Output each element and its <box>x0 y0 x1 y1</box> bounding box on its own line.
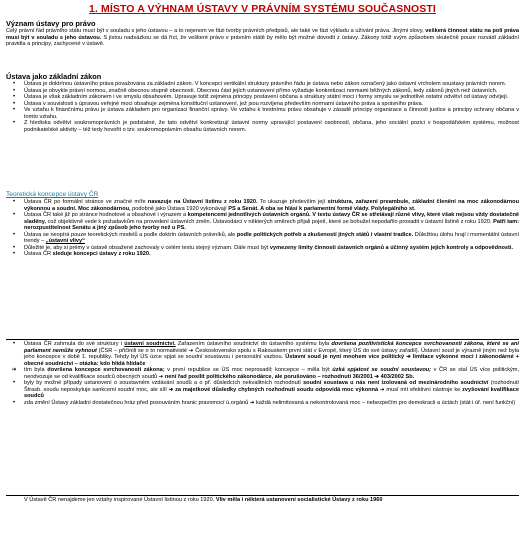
text: v ČR se stal ÚS více politickým, neodvozuje se od kvalifikace soudců obecných soudů ➔ <box>24 367 519 380</box>
list-item <box>6 212 519 232</box>
text: podobně jako Ústava 1920 vykonávají <box>130 205 229 212</box>
bold-text: zvyšování kvalifikace soudců <box>24 386 519 400</box>
list-item-text: Ústava je doktrínou ústavního práva považována za základní zákon. V koncepci vertikální struktury právního řádu je ústava nebo zákon označený jako ústavní vrcholem soustavy právních norem. <box>24 81 507 87</box>
page-title: 1. MÍSTO A VÝHNAM ÚSTAVY V PRÁVNÍM SYSTÉMU SOUČASNOSTI <box>89 3 436 15</box>
bullet-icon: • <box>12 199 16 205</box>
text: To ukazuje především její <box>257 199 328 205</box>
bold-text: dovršena koncepce svrchovanosti zákona; <box>47 367 165 374</box>
bullet-icon: • <box>12 87 16 94</box>
bullet-list <box>6 199 519 258</box>
bold-text: Vliv měla i některá ustanovení socialistické Ústavy z roku 1960 <box>215 497 383 503</box>
list-item <box>6 232 519 245</box>
list-item-text: Ústava je však základním zákonem i ve smyslu obsahovém. Upravuje totiž zejména principy postavení občana a struktury státní moci i formy smyslu se jednotlivé ostatní odvětví od ústavy odvíjejí. <box>24 94 509 101</box>
list-item <box>6 380 519 400</box>
text: změní Ústavy základní dostatečnou hráz před posouváním hranic pravomocí ú.orgánů ➔ každá nelimitovaná a nekontrolovaná moc – nebezpečím pro demokracii a úctách (stát i úř. není funkční) <box>34 399 516 406</box>
bold-text: Ústavní soud je nyní mnohem více politický ➔ limitace výkonné moci i zákonodárné + obecné soudnictví – otázka: kdo hlídá hlídače <box>24 354 519 367</box>
section-paragraph <box>6 497 519 504</box>
bullet-icon: • <box>12 251 16 258</box>
text: V Ústavě ČR nenajdeme jen vztahy inspirované Ústavní listinou z roku 1920. <box>24 497 216 503</box>
bullet-icon: • <box>12 120 16 127</box>
list-item <box>6 199 519 212</box>
section-vliv-1960 <box>6 494 519 504</box>
list-item-text: Z hlediska odvětví soukromoprávních je podstatné, že tato odvětví konkretizují ústavní normy upravující postavení osobností, občana, jeho sociální pozici v hospodářském systému, možnost podnikatelské aktivity – též tedy hovořit o tzv. soukromoprávním obsahu ústavních norem. <box>24 120 519 133</box>
section-heading: Teoretická koncepce ústavy ČR <box>6 191 99 198</box>
list-item <box>6 120 519 133</box>
list-item-text: Ústava v souvislosti s úpravou veřejné moci obsahuje zejména konstituční ustanovení, jež jsou rozvíjena především normami ústavního práva a správního práva. <box>24 100 424 107</box>
text: (rozhodnutí Štrasb. soudu neposkytuje sankcemi soudní moc, ale sílí <box>24 380 519 393</box>
text: v první republice se ÚS moc neprosadil; koncepce – měla být <box>164 367 333 374</box>
bold-text: ➔ za majetkové důsledky chybných rozhodnutí soudu odpovídá moc výkonná <box>168 386 379 393</box>
bullet-icon: • <box>12 341 16 347</box>
bold-text: soudní soustava u nás není izolovaná od mezinárodního soudnictví <box>303 380 489 387</box>
text: (ČSR – přičinili se o to normativisté ➔ Československo spolu s Rakouskem první stát v Evropě, který ÚS do své ústavy zařadil). Ústavní soud je výrazně jiným než byla jeho koncepce v době 1. republiky. Tehdy byl ÚS úzce spjat se soudní soustavou i personální vazbou. <box>24 347 520 361</box>
divider <box>6 339 519 340</box>
text: Důležitou úlohu hrají i momentální ústavní trendy – <box>24 231 519 245</box>
text: Ústava ČR <box>24 251 53 258</box>
list-item-text: Ústava je obvykle právní normou, značně obecnou stupně obecnosti. Obecnou část jejích ustanovení přímo vyžaduje konkretizaci normami běžných zákonů, tedy zákonů jiných než ústavních. <box>24 87 498 94</box>
section-teoreticka-koncepce <box>6 191 519 258</box>
bullet-icon: • <box>12 231 16 238</box>
section-vyznam-ustavy <box>6 19 519 48</box>
text: což objektivně vede k požadavkům na provedení ústavních změn. Ústavodárci v některých směrech přijali pojetí, které se bohužel nepodařilo prosadit v ústavní listině z roku 1920. <box>45 218 494 225</box>
bold-text: podle politických potřeb a zkušeností jiných států i vlastní tradice. <box>236 231 414 238</box>
bold-text: PS a Senát. A oba se hlásí k parlamentní formě vlády. Polylegálního st. <box>228 205 416 212</box>
bold-text: navazuje na Ústavní listinu z roku 1920. <box>147 199 258 205</box>
bullet-icon: • <box>12 81 16 87</box>
list-item <box>6 251 519 258</box>
text: Důležité je, aby si prémy v ústavě obsažené zachovaly v celém textu stejný význam. Dále musí být <box>24 244 270 251</box>
bullet-icon: • <box>12 100 16 107</box>
italic-text: úzká spjatost se soudní soustavou; <box>332 367 432 374</box>
section-heading: Ústava jako základní zákon <box>6 72 102 81</box>
list-item <box>6 400 519 407</box>
bullet-icon: • <box>12 212 16 219</box>
text: zda <box>24 399 35 406</box>
underlined-text: „ústavní vlivy“ <box>45 238 85 245</box>
section-paragraph <box>6 28 519 48</box>
section-ustavni-soudnictvi <box>6 338 519 406</box>
text: Ústava ČR zahrnula do své struktury i <box>24 341 125 347</box>
paragraph-text: Celý právní řád právního státu musí být v souladu s jeho ústavou – a to nejenom ve fázi tvorby právních předpisů, ale také ve fázi výkladu a užívání práva. Jinými slovy, <box>6 28 424 34</box>
list-item <box>6 341 519 367</box>
section-heading: Význam ústavy pro právo <box>6 19 96 28</box>
bold-text: struktura, zařazení preambule, základní členění na moc zákonodárnou výkonnou a soudní. Moc zákonodárnou, <box>24 199 520 212</box>
bold-text: sleduje koncepci ústavy z roku 1920. <box>52 251 151 258</box>
text: tím byla <box>24 367 48 374</box>
text: Zařazením ústavního soudnictví do ústavního systému byla <box>175 341 332 347</box>
text: Ústava ČR také již po stránce hodnotové a obsahové i výrazem a <box>24 212 188 219</box>
text: byly by možné případy ustanovení o soustavném vzdávání soudů a o př. důsledcích nekvalitních rozhodnutí <box>24 380 304 387</box>
paragraph-text: S jistou nadsázkou se dá říct, že veškeré právo v právním státě by mělo být možné dovodit z ústavy. Zákony totiž svým způsobem skutečně pouze rozvádí základní pravidla a principy, zachycené v ústavě. <box>6 34 519 48</box>
bullet-list <box>6 341 519 406</box>
bullet-icon: • <box>12 107 16 114</box>
bold-text: není řad posílit politického zákonodárce, ale porušováno – rozhodnutí 36/2001 ➔ 403/2002 Sb. <box>164 373 415 380</box>
text: ➔ musí mít efektivní nástroje ke <box>378 386 463 393</box>
arrow-icon: ➔ <box>11 367 17 374</box>
text: Ústava se neopírá pouze teoretických modelů a podle doktrín ústavních právníků, ale <box>24 231 237 238</box>
bullet-list <box>6 81 519 133</box>
text: Ústava ČR po formální stránce ve značné míře <box>24 199 148 205</box>
bold-text: kompetencemi jednotlivých ústavních orgánů. V textu ústavy ČR se střetávají různé vlivy, které však nejsou vždy dostatečně sladěny, <box>24 212 520 225</box>
bold-text: vymezeny limity činnosti ústavních orgánů a účinný systém jejich kontroly a odpovědnosti. <box>269 244 513 251</box>
list-item <box>6 107 519 120</box>
paragraph-bold: veškerá činnost státu na poli práva musí být v souladu s jeho ústavou. <box>6 28 520 41</box>
list-item-text: Ve vztahu k finančnímu právu je ústava základem pro organizaci finanční správy. Ve vztahu k trestnímu právu obsahuje v zásadě principy organizace a činnosti justice a principy ochrany občana v tomto vztahu. <box>24 107 519 120</box>
italic-text: dovršena pozitivistická koncepce svrchovanosti zákona, které se ani parlament nemůže vyhnout <box>24 341 519 354</box>
section-zakladni-zakon <box>6 72 519 133</box>
bullet-icon: • <box>12 244 16 251</box>
bullet-icon: • <box>12 380 16 387</box>
bullet-icon: • <box>12 399 16 406</box>
bold-text: Patří tam: nerozpustitelnost Senátu a jiný způsob jeho tvorby než u PS. <box>24 218 519 232</box>
divider <box>6 495 519 496</box>
underlined-text: ústavní soudnictví. <box>124 341 176 347</box>
bullet-icon: • <box>12 94 16 101</box>
list-item <box>6 367 519 380</box>
